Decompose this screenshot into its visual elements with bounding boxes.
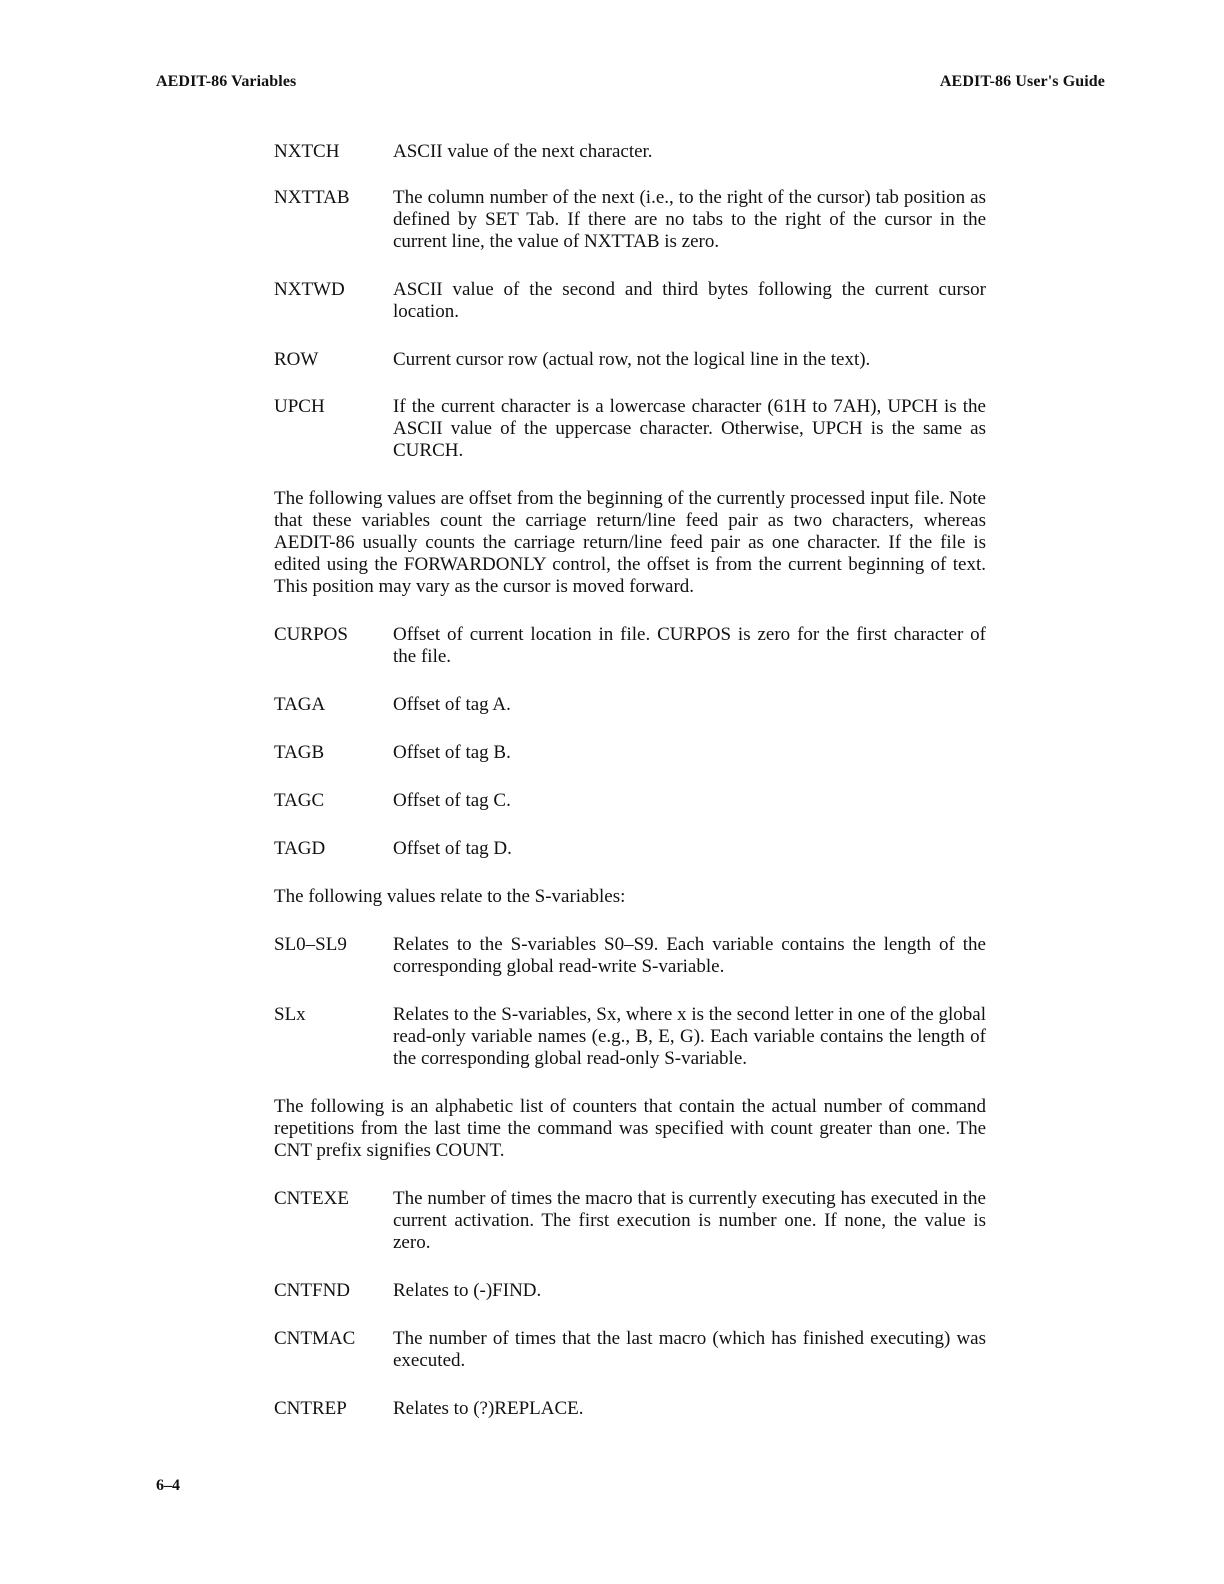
variable-definition: Offset of tag C. <box>393 790 511 811</box>
variable-definition: Current cursor row (actual row, not the logical line in the text). <box>393 349 871 370</box>
variable-term: TAGA <box>274 694 326 715</box>
variable-term: TAGC <box>274 790 325 811</box>
variable-term: UPCH <box>274 396 325 417</box>
variable-term: SLx <box>274 1004 306 1025</box>
variable-term: ROW <box>274 349 319 370</box>
variable-definition: Relates to the S-variables S0–S9. Each variable contains the length of the corresponding global read-write S-variable. <box>393 934 986 977</box>
variable-term: NXTCH <box>274 141 340 162</box>
variable-term: SL0–SL9 <box>274 934 347 955</box>
variable-definition: ASCII value of the second and third bytes following the current cursor location. <box>393 279 986 322</box>
variable-entry-nxttab <box>274 187 986 253</box>
variable-entry-sl0-sl9 <box>274 934 986 978</box>
variable-entry-upch <box>274 396 986 462</box>
variable-entry-tagd <box>274 838 986 860</box>
variable-definition: The number of times that the last macro (which has finished executing) was executed. <box>393 1328 986 1371</box>
variable-entry-tagb <box>274 742 986 764</box>
variable-definition: Offset of tag D. <box>393 838 512 859</box>
variable-definition: Relates to (-)FIND. <box>393 1280 542 1301</box>
variable-entry-nxtch <box>274 141 986 163</box>
variable-entry-row <box>274 349 986 371</box>
variable-term: TAGB <box>274 742 325 763</box>
variable-term: CURPOS <box>274 624 348 645</box>
offset-intro-paragraph: The following values are offset from the beginning of the currently processed input file. Note that these variables count the carriage return/line feed pair as two characters, whereas AEDIT-86 usually counts the carriage return/line feed pair as one character. If the file is edited using the FORWARDONLY control, the offset is from the current beginning of text. This position may vary as the cursor is moved forward. <box>274 488 986 597</box>
variable-entry-slx <box>274 1004 986 1070</box>
variable-definition: Offset of tag A. <box>393 694 511 715</box>
counters-intro-paragraph: The following is an alphabetic list of counters that contain the actual number of command repetitions from the last time the command was specified with count greater than one. The CNT prefix signifies COUNT. <box>274 1096 986 1161</box>
variable-entry-cntrep <box>274 1398 986 1420</box>
variable-definition: Offset of current location in file. CURPOS is zero for the first character of the file. <box>393 624 986 667</box>
variable-entry-cntexe <box>274 1188 986 1254</box>
page-number: 6–4 <box>156 1477 180 1494</box>
variable-definition: Offset of tag B. <box>393 742 511 763</box>
variable-definition: The column number of the next (i.e., to the right of the cursor) tab position as defined by SET Tab. If there are no tabs to the right of the cursor in the current line, the value of NXTTAB is zero. <box>393 187 986 252</box>
page-body <box>274 141 986 1420</box>
variable-definition: If the current character is a lowercase character (61H to 7AH), UPCH is the ASCII value of the uppercase character. Otherwise, UPCH is the same as CURCH. <box>393 396 986 461</box>
variable-definition: Relates to (?)REPLACE. <box>393 1398 584 1419</box>
variable-term: TAGD <box>274 838 326 859</box>
running-header-right: AEDIT-86 User's Guide <box>939 73 1105 90</box>
variable-term: CNTREP <box>274 1398 347 1419</box>
variable-term: CNTEXE <box>274 1188 349 1209</box>
s-variables-intro-paragraph: The following values relate to the S-variables: <box>274 886 626 907</box>
variable-entry-tagc <box>274 790 986 812</box>
variable-term: NXTWD <box>274 279 345 300</box>
variable-definition: Relates to the S-variables, Sx, where x is the second letter in one of the global read-only variable names (e.g., B, E, G). Each variable contains the length of the corresponding global read-only S-variable. <box>393 1004 986 1069</box>
variable-term: CNTFND <box>274 1280 351 1301</box>
variable-definition: The number of times the macro that is currently executing has executed in the current activation. The first execution is number one. If none, the value is zero. <box>393 1188 986 1253</box>
variable-definition: ASCII value of the next character. <box>393 141 653 162</box>
running-header-left: AEDIT-86 Variables <box>156 73 297 90</box>
variable-entry-cntmac <box>274 1328 986 1372</box>
variable-entry-taga <box>274 694 986 716</box>
variable-entry-cntfnd <box>274 1280 986 1302</box>
variable-term: CNTMAC <box>274 1328 356 1349</box>
variable-term: NXTTAB <box>274 187 350 208</box>
variable-entry-nxtwd <box>274 279 986 323</box>
variable-entry-curpos <box>274 624 986 668</box>
